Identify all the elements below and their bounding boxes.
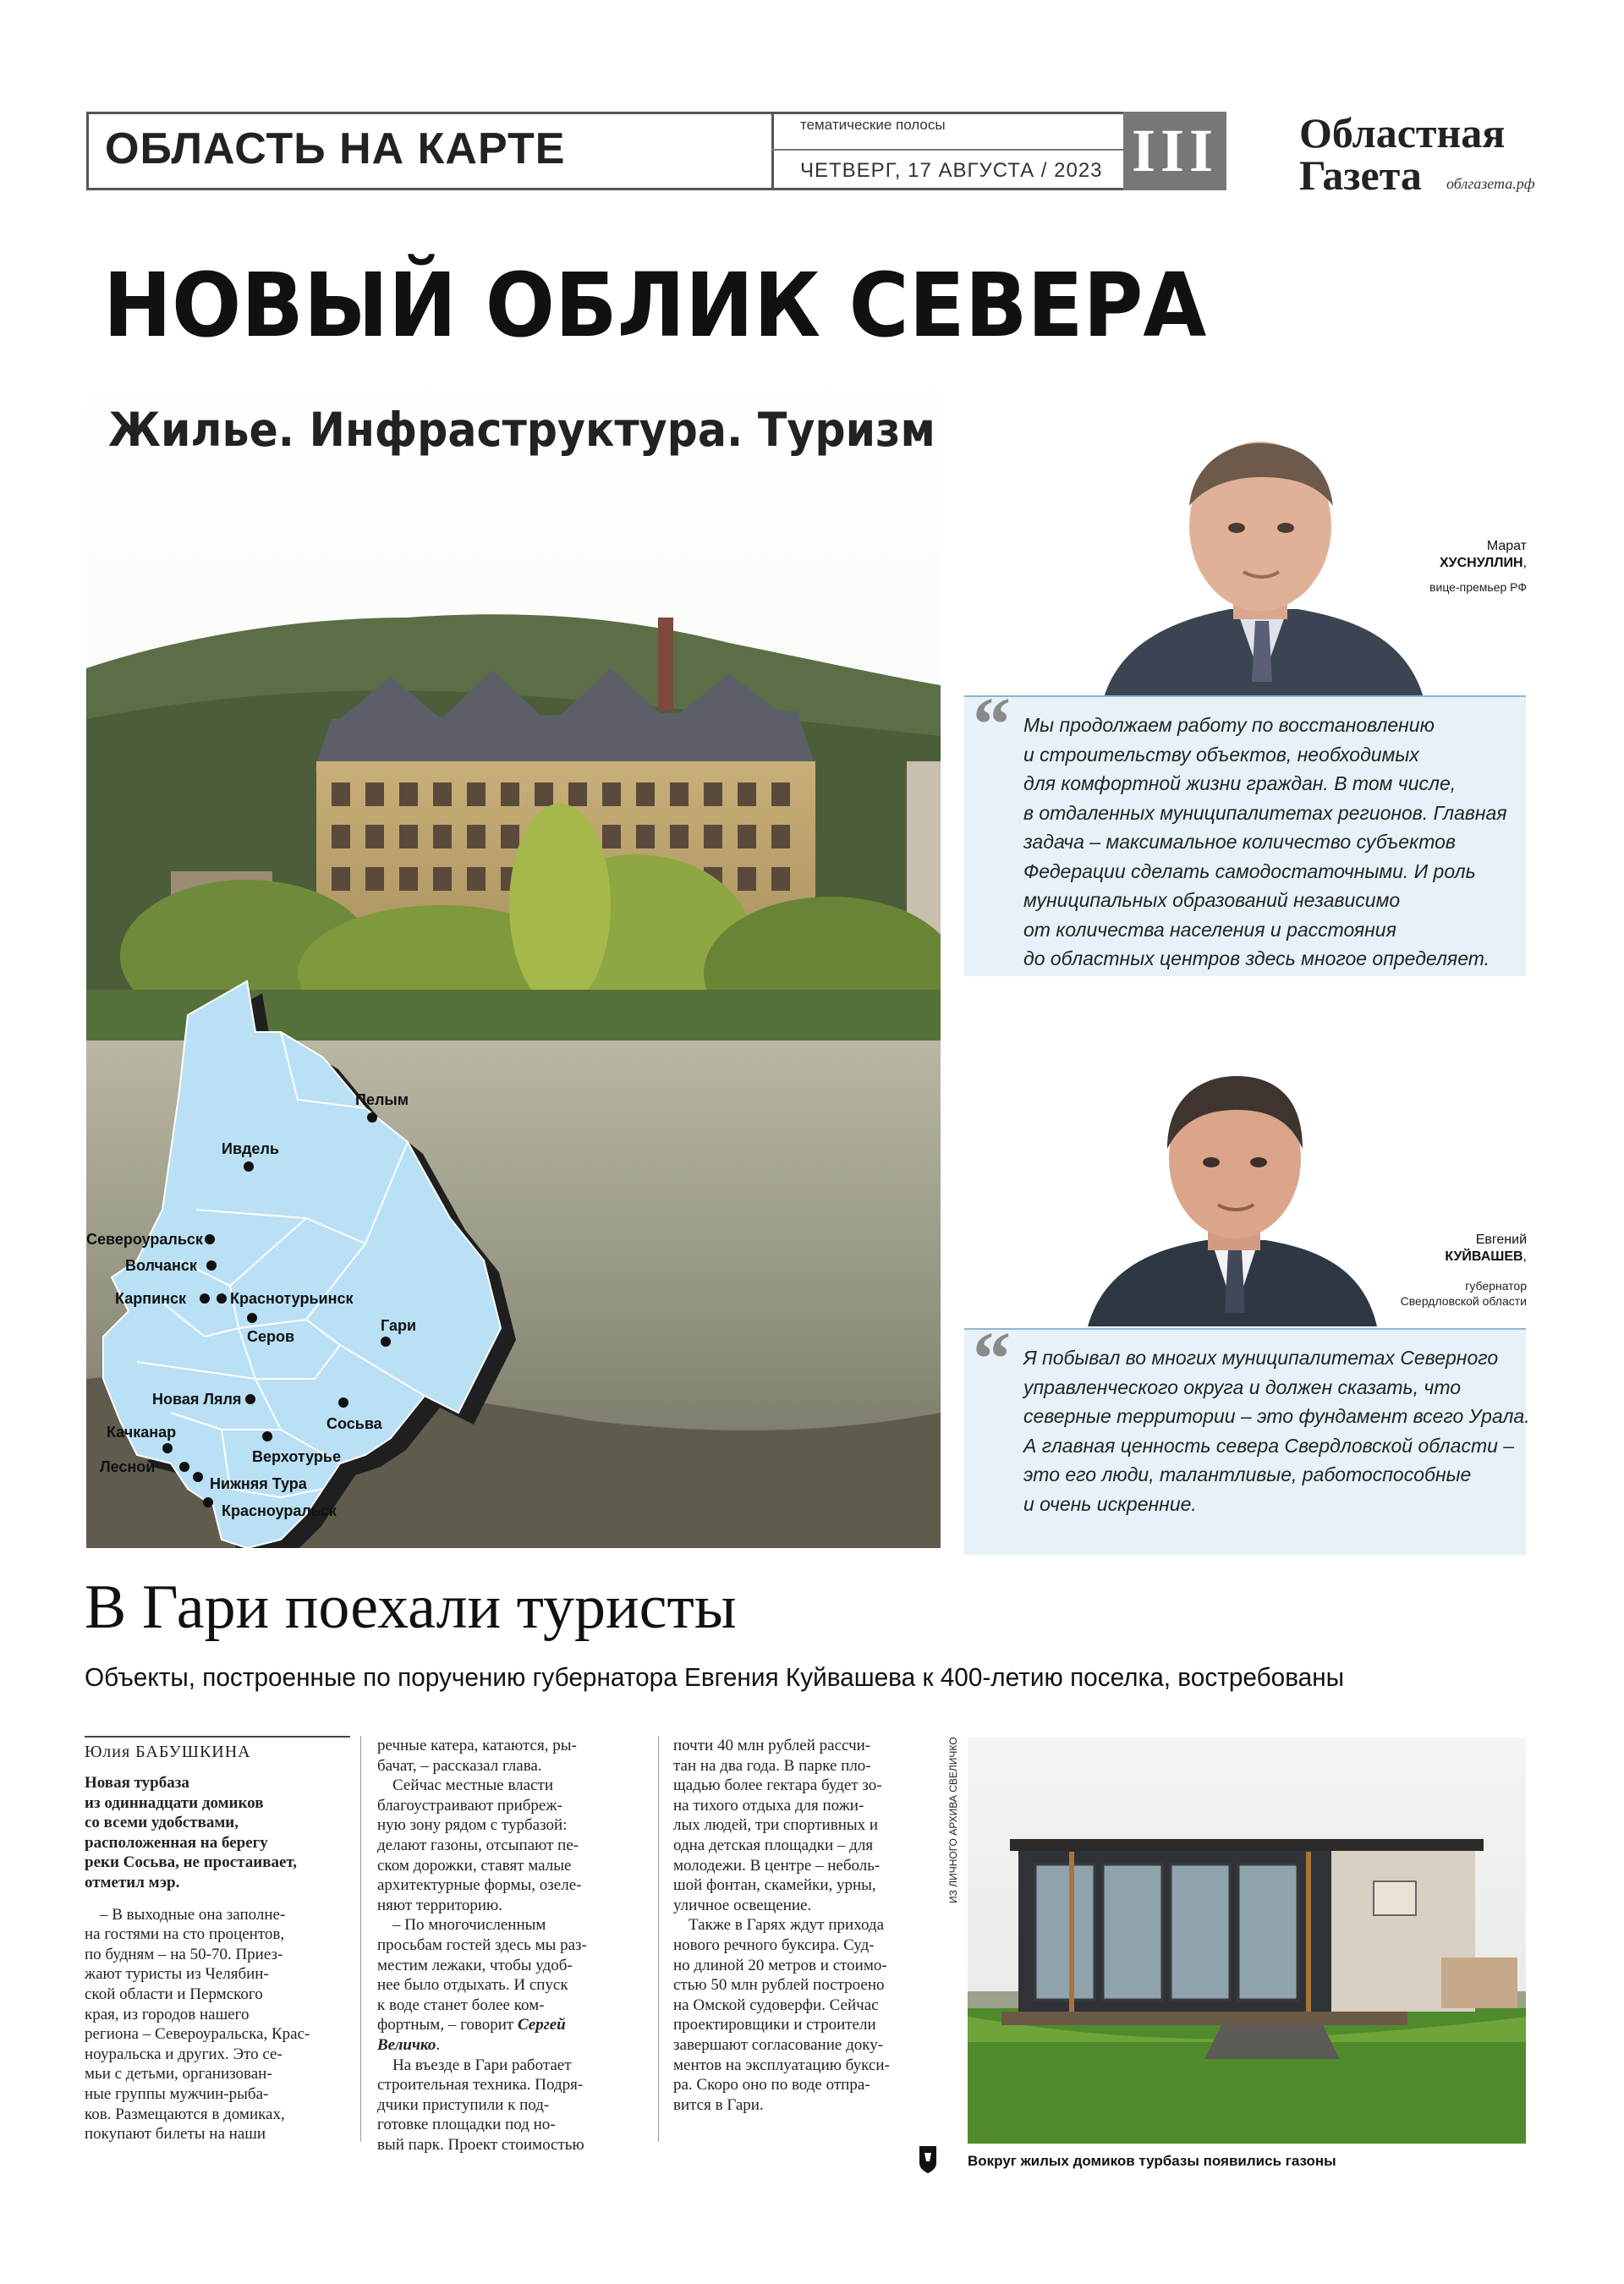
north-town-photo [86,364,941,1548]
map-city-dot [206,1260,217,1271]
quoted-speaker-first: Сергей [517,2016,566,2034]
section-type: тематические полосы [800,117,946,133]
map-city-label: Карпинск [115,1290,187,1307]
column-rule [658,1736,659,2142]
quote-line: задача – максимальное количество субъектов [1023,831,1456,853]
map-city-label: Сосьва [326,1415,382,1432]
article-lead: Объекты, построенные по поручению губернатора Евгения Куйвашева к 400-летию поселка, востребованы [85,1662,1345,1692]
body-line: молодежи. В центре – неболь- [673,1856,881,1875]
body-line: дчики приступили к под- [377,2095,550,2114]
quote-line: и строительству объектов, необходимых [1023,743,1419,766]
body-line: Также в Гарях ждут прихода [689,1916,885,1935]
section-rubric: ОБЛАСТЬ НА КАРТЕ [105,124,566,173]
quote-text-kuyvashev [1023,1343,1530,1518]
quote-line: управленческого округа и должен сказать, что [1023,1375,1462,1398]
body-line: ную зону рядом с турбазой: [377,1816,568,1835]
body-line: – В выходные она заполне- [100,1905,286,1924]
body-line: речные катера, катаются, ры- [377,1737,577,1754]
body-line: на тихого отдыха для пожи- [673,1796,864,1815]
quoted-speaker-last: Величко [377,2035,436,2054]
map-city-label: Красноуральск [222,1502,337,1519]
map-city-label: Серов [247,1328,295,1345]
newspaper-url: облгазета.рф [1446,175,1535,192]
body-line: тан на два года. В парке пло- [673,1756,871,1775]
intro-line: расположенная на берегу [85,1833,268,1852]
map-city-label: Североуральск [86,1231,203,1248]
header-rule [771,149,1125,151]
body-line: местим лежаки, чтобы удоб- [377,1956,573,1974]
body-line: к воде станет более ком- [377,1996,545,2014]
body-line: ноуральска и других. Это се- [85,2045,283,2063]
map-city-label: Гари [381,1317,417,1334]
body-fragment: фортным, – говорит [377,2016,514,2034]
body-line: делают газоны, отсыпают пе- [377,1836,579,1854]
speaker-role-line: губернатор [1465,1279,1527,1293]
map-city-dot [179,1462,189,1472]
speaker-first-name: Евгений [1475,1233,1527,1247]
article-author: Юлия БАБУШКИНА [85,1736,350,1762]
speaker-last-name: КУЙВАШЕВ [1445,1249,1523,1264]
intro-line: из одиннадцати домиков [85,1793,264,1812]
body-line [377,2015,648,2035]
map-city-dot [247,1313,257,1323]
body-line: мьи с детьми, организован- [85,2065,272,2084]
map-city-label: Пелым [355,1091,409,1108]
body-line: На въезде в Гари работает [392,2056,572,2074]
body-line: по будням – на 50-70. Приез- [85,1945,283,1963]
page-headline: НОВЫЙ ОБЛИК СЕВЕРА [103,254,1207,357]
quote-line: северные территории – это фундамент всего Урала. [1023,1405,1530,1427]
body-line: няют территорию. [377,1896,502,1914]
map-city-dot [200,1293,210,1304]
map-city-dot [338,1397,348,1408]
column-rule [360,1736,361,2142]
newspaper-logo-line2: Газета [1299,151,1422,199]
body-line: готовке площадки под но- [377,2116,556,2134]
body-line: почти 40 млн рублей рассчи- [673,1737,871,1754]
body-line: просьбам гостей здесь мы раз- [377,1935,587,1954]
body-line: архитектурные формы, озеле- [377,1876,582,1895]
map-city-dot [381,1337,391,1347]
header-divider [771,112,774,190]
map-city-label: Новая Ляля [152,1391,242,1408]
body-line: лых людей, три спортивных и [673,1816,879,1835]
speaker-name-kuyvashev: Евгений КУЙВАШЕВ, [1445,1233,1527,1264]
photo-caption: Вокруг жилых домиков турбазы появились газоны [968,2153,1336,2169]
quote-line: это его люди, талантливые, работоспособные [1023,1463,1472,1485]
map-city-label: Качканар [107,1424,177,1441]
quote-mark-icon: “ [973,1317,1011,1401]
quote-line: до областных центров здесь многое определяет. [1023,947,1490,969]
map-city-dot [162,1443,173,1453]
quote-text-khusnullin [1023,711,1507,974]
speaker-role-line: Свердловской области [1400,1293,1527,1308]
map-city-dot [262,1431,272,1441]
speaker-role-kuyvashev [1336,1279,1527,1309]
tourist-base-illustration [968,1738,1526,2144]
body-line: Сейчас местные власти [392,1776,553,1795]
photo-credit: ИЗ ЛИЧНОГО АРХИВА СВЕЛИЧКО [947,1737,959,1903]
quote-line: в отдаленных муниципалитетах регионов. Главная [1023,801,1507,824]
speaker-first-name: Марат [1486,539,1527,553]
region-emblem-icon [917,2144,939,2175]
quote-mark-icon: “ [973,683,1011,766]
map-city-dot [193,1472,203,1482]
body-line: ментов на эксплуатацию букси- [673,2056,890,2074]
map-city-dot [244,1161,254,1172]
body-line: строительная техника. Подря- [377,2076,584,2095]
map-city-dot [203,1497,213,1507]
body-line: благоустраивают прибреж- [377,1796,562,1815]
article-column-2 [377,1736,648,2155]
map-city-label: Лесной [100,1458,156,1475]
intro-line: со всеми удобствами, [85,1814,239,1832]
intro-line: отметил мэр. [85,1873,180,1891]
map-city-dot [367,1112,377,1123]
body-line: ской области и Пермского [85,1985,263,2003]
body-line: на гостями на сто процентов, [85,1925,285,1944]
body-line: ков. Размещаются в домиках, [85,2105,285,2123]
body-line: жают туристы из Челябин- [85,1965,269,1984]
tourist-base-photo [968,1738,1526,2144]
map-city-label: Краснотурьинск [230,1290,354,1307]
quote-line: Мы продолжаем работу по восстановлению [1023,714,1435,736]
quote-line: Федерации сделать самодостаточными. И роль [1023,859,1476,882]
map-city-label: Ивдель [222,1140,279,1157]
body-line: вый парк. Проект стоимостью [377,2135,584,2154]
body-line: Величко. [377,2035,441,2054]
speaker-name-khusnullin: Марат ХУСНУЛЛИН, [1439,539,1527,570]
map-city-dot [245,1394,255,1404]
speaker-role-khusnullin: вице-премьер РФ [1429,580,1527,594]
body-line: ском дорожки, ставят малые [377,1856,572,1875]
map-city-label: Верхотурье [252,1448,341,1465]
issue-date: ЧЕТВЕРГ, 17 АВГУСТА / 2023 [800,159,1103,182]
quote-line: для комфортной жизни граждан. В том числе, [1023,772,1457,794]
body-line: ра. Скоро оно по воде отпра- [673,2076,870,2095]
body-line: стью 50 млн рублей построено [673,1976,885,1995]
body-line: на Омской судоверфи. Сейчас [673,1996,879,2014]
map-city-dot [217,1293,227,1304]
body-line: края, из городов нашего [85,2005,250,2023]
body-line: покупают билеты на наши [85,2125,266,2144]
quote-line: и очень искренние. [1023,1492,1197,1515]
body-line: завершают согласование доку- [673,2035,884,2054]
body-line: ные группы мужчин-рыба- [85,2084,269,2103]
body-line: региона – Североуральска, Крас- [85,2025,310,2044]
intro-line: Новая турбаза [85,1774,189,1792]
quote-line: А главная ценность севера Свердловской области – [1023,1434,1515,1457]
speaker-last-name: ХУСНУЛЛИН [1439,556,1523,570]
body-line: щадью более гектара будет зо- [673,1776,882,1795]
body-line: бачат, – рассказал глава. [377,1756,542,1775]
newspaper-logo-line1: Областная [1299,109,1506,156]
river-buildings-illustration [86,364,941,1548]
page-subheadline: Жилье. Инфраструктура. Туризм [108,403,935,457]
body-line: одна детская площадки – для [673,1836,874,1854]
intro-line: реки Сосьва, не простаивает, [85,1853,298,1872]
body-line: вится в Гари. [673,2095,764,2114]
article-column-3 [673,1736,944,2115]
quote-line: Я побывал во многих муниципалитетах Северного [1023,1347,1499,1369]
article-column-1 [85,1773,350,2144]
quote-line: муниципальных образований независимо [1023,889,1401,911]
body-line: шой фонтан, скамейки, урны, [673,1876,876,1895]
body-line: проектировщики и строители [673,2016,876,2034]
paragraph-spacer [85,1893,350,1905]
body-line: нового речного буксира. Суд- [673,1935,875,1954]
map-city-dot [205,1234,215,1244]
body-line: уличное освещение. [673,1896,812,1914]
map-city-label: Нижняя Тура [210,1475,307,1492]
body-line: нее было отдыхать. И спуск [377,1976,568,1995]
body-line: – По многочисленным [392,1916,546,1935]
page-number: III [1123,112,1226,190]
article-title: В Гари поехали туристы [85,1573,737,1642]
body-line: но длиной 20 метров и стоимо- [673,1956,887,1974]
map-city-label: Волчанск [125,1257,197,1274]
quote-line: от количества населения и расстояния [1023,918,1396,941]
